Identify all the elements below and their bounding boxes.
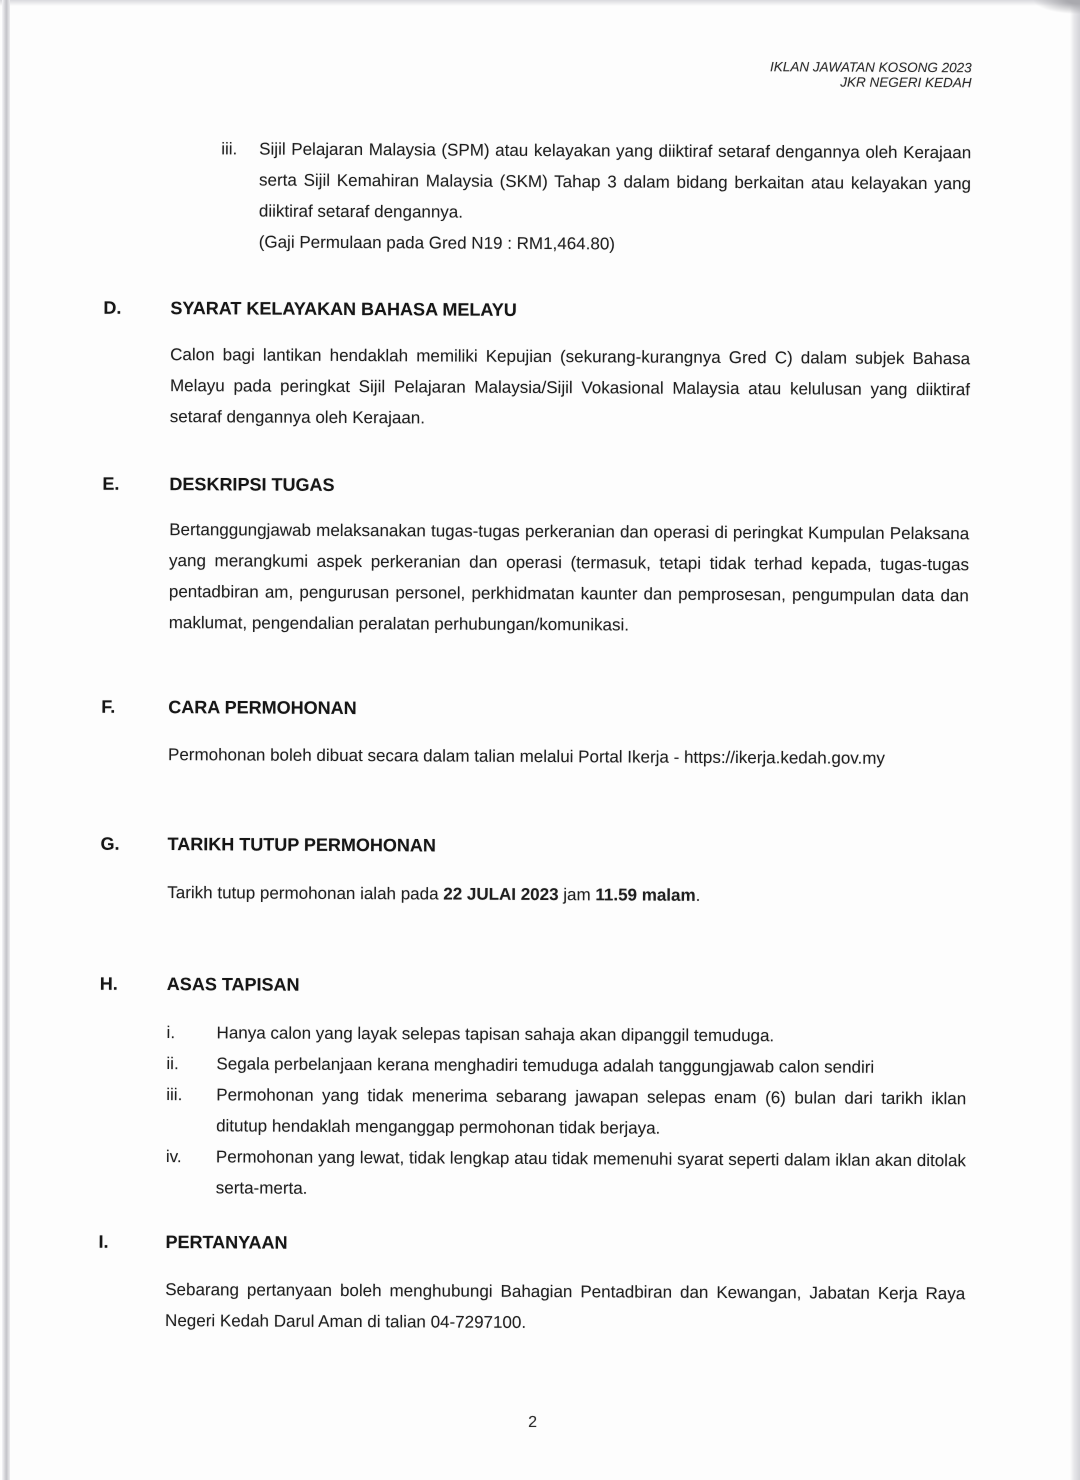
list-marker-iii: iii.	[166, 1085, 183, 1105]
section-h-list	[166, 1017, 967, 1207]
section-e-body: Bertanggungjawab melaksanakan tugas-tugas perkeranian dan operasi di peringkat Kumpulan Pelaksana yang merangkumi aspek perkeranian dan operasi (termasuk, tetapi tidak terhad kepada, tugas-tugas pentadbiran am, pengurusan personel, perkhidmatan kaunter dan pemprosesan, pengumpulan data dan maklumat, pengendalian peralatan perhubungan/komunikasi.	[168, 520, 970, 635]
section-h-title: ASAS TAPISAN	[166, 974, 300, 995]
closing-date: 22 JULAI 2023	[443, 884, 559, 905]
section-g-heading	[101, 832, 971, 861]
list-item-text: Segala perbelanjaan kerana menghadiri temuduga adalah tanggungjawab calon sendiri	[216, 1054, 875, 1077]
list-item	[166, 1079, 966, 1145]
qualification-item-iii-text: Sijil Pelajaran Malaysia (SPM) atau kelayakan yang diiktiraf setaraf dengannya oleh Kerajaan serta Sijil Kemahiran Malaysia (SKM) Tahap 3 dalam bidang berkaitan atau kelayakan yang diiktiraf setaraf dengannya.	[258, 139, 972, 222]
closing-time: 11.59 malam	[595, 885, 696, 905]
section-d-body: Calon bagi lantikan hendaklah memiliki Kepujian (sekurang-kurangnya Gred C) dalam subjek Bahasa Melayu pada peringkat Sijil Pelajaran Malaysia/Sijil Vokasional Malaysia atau kelulusan yang diiktiraf setaraf dengannya oleh Kerajaan.	[169, 345, 971, 428]
section-e-letter: E.	[102, 473, 120, 494]
list-item-text: Hanya calon yang layak selepas tapisan sahaja akan dipanggil temuduga.	[216, 1023, 775, 1046]
section-g-title: TARIKH TUTUP PERMOHONAN	[167, 834, 436, 856]
section-e-heading	[102, 472, 972, 501]
document-header	[770, 59, 972, 90]
section-h-heading	[100, 972, 970, 1001]
list-item-text: Permohonan yang lewat, tidak lengkap atau tidak memenuhi syarat seperti dalam iklan akan ditolak serta-merta.	[215, 1147, 966, 1198]
list-marker-i: i.	[166, 1023, 176, 1043]
section-h-letter: H.	[99, 973, 118, 994]
section-f-title: CARA PERMOHONAN	[168, 697, 357, 719]
section-d-letter: D.	[103, 297, 122, 318]
section-i-title: PERTANYAAN	[165, 1232, 288, 1253]
section-f-heading	[101, 695, 971, 724]
section-i-body: Sebarang pertanyaan boleh menghubungi Bahagian Pentadbiran dan Kewangan, Jabatan Kerja Raya Negeri Kedah Darul Aman di talian 04-7297100.	[165, 1280, 966, 1332]
section-e-title: DESKRIPSI TUGAS	[169, 474, 335, 495]
salary-note: (Gaji Permulaan pada Gred N19 : RM1,464.80)	[258, 232, 616, 254]
section-d-title: SYARAT KELAYAKAN BAHASA MELAYU	[170, 298, 517, 320]
page-number: 2	[528, 1413, 538, 1432]
closing-date-prefix: Tarikh tutup permohonan ialah pada	[167, 883, 444, 904]
closing-date-mid: jam	[558, 885, 596, 905]
header-line-1: IKLAN JAWATAN KOSONG 2023	[770, 59, 972, 76]
qualification-item-iii	[221, 133, 972, 261]
list-marker-ii: ii.	[166, 1054, 179, 1074]
section-i-letter: I.	[98, 1231, 109, 1252]
section-g-body	[167, 877, 967, 912]
closing-date-suffix: .	[695, 885, 701, 905]
section-g-letter: G.	[100, 833, 120, 854]
list-item-text: Permohonan yang tidak menerima sebarang jawapan selepas enam (6) bulan dari tarikh iklan ditutup hendaklah menganggap permohonan tidak berjaya.	[216, 1085, 967, 1138]
section-f-letter: F.	[101, 696, 116, 717]
header-line-2: JKR NEGERI KEDAH	[840, 74, 972, 91]
list-item	[166, 1141, 966, 1207]
section-i-heading	[98, 1230, 968, 1259]
list-marker-iii: iii.	[221, 139, 238, 159]
list-item	[166, 1048, 966, 1083]
list-marker-iv: iv.	[165, 1147, 182, 1167]
list-item	[167, 1017, 967, 1052]
section-d-heading	[103, 296, 973, 325]
section-f-body: Permohonan boleh dibuat secara dalam talian melalui Portal Ikerja - https://ikerja.kedah.gov.my	[167, 745, 885, 768]
